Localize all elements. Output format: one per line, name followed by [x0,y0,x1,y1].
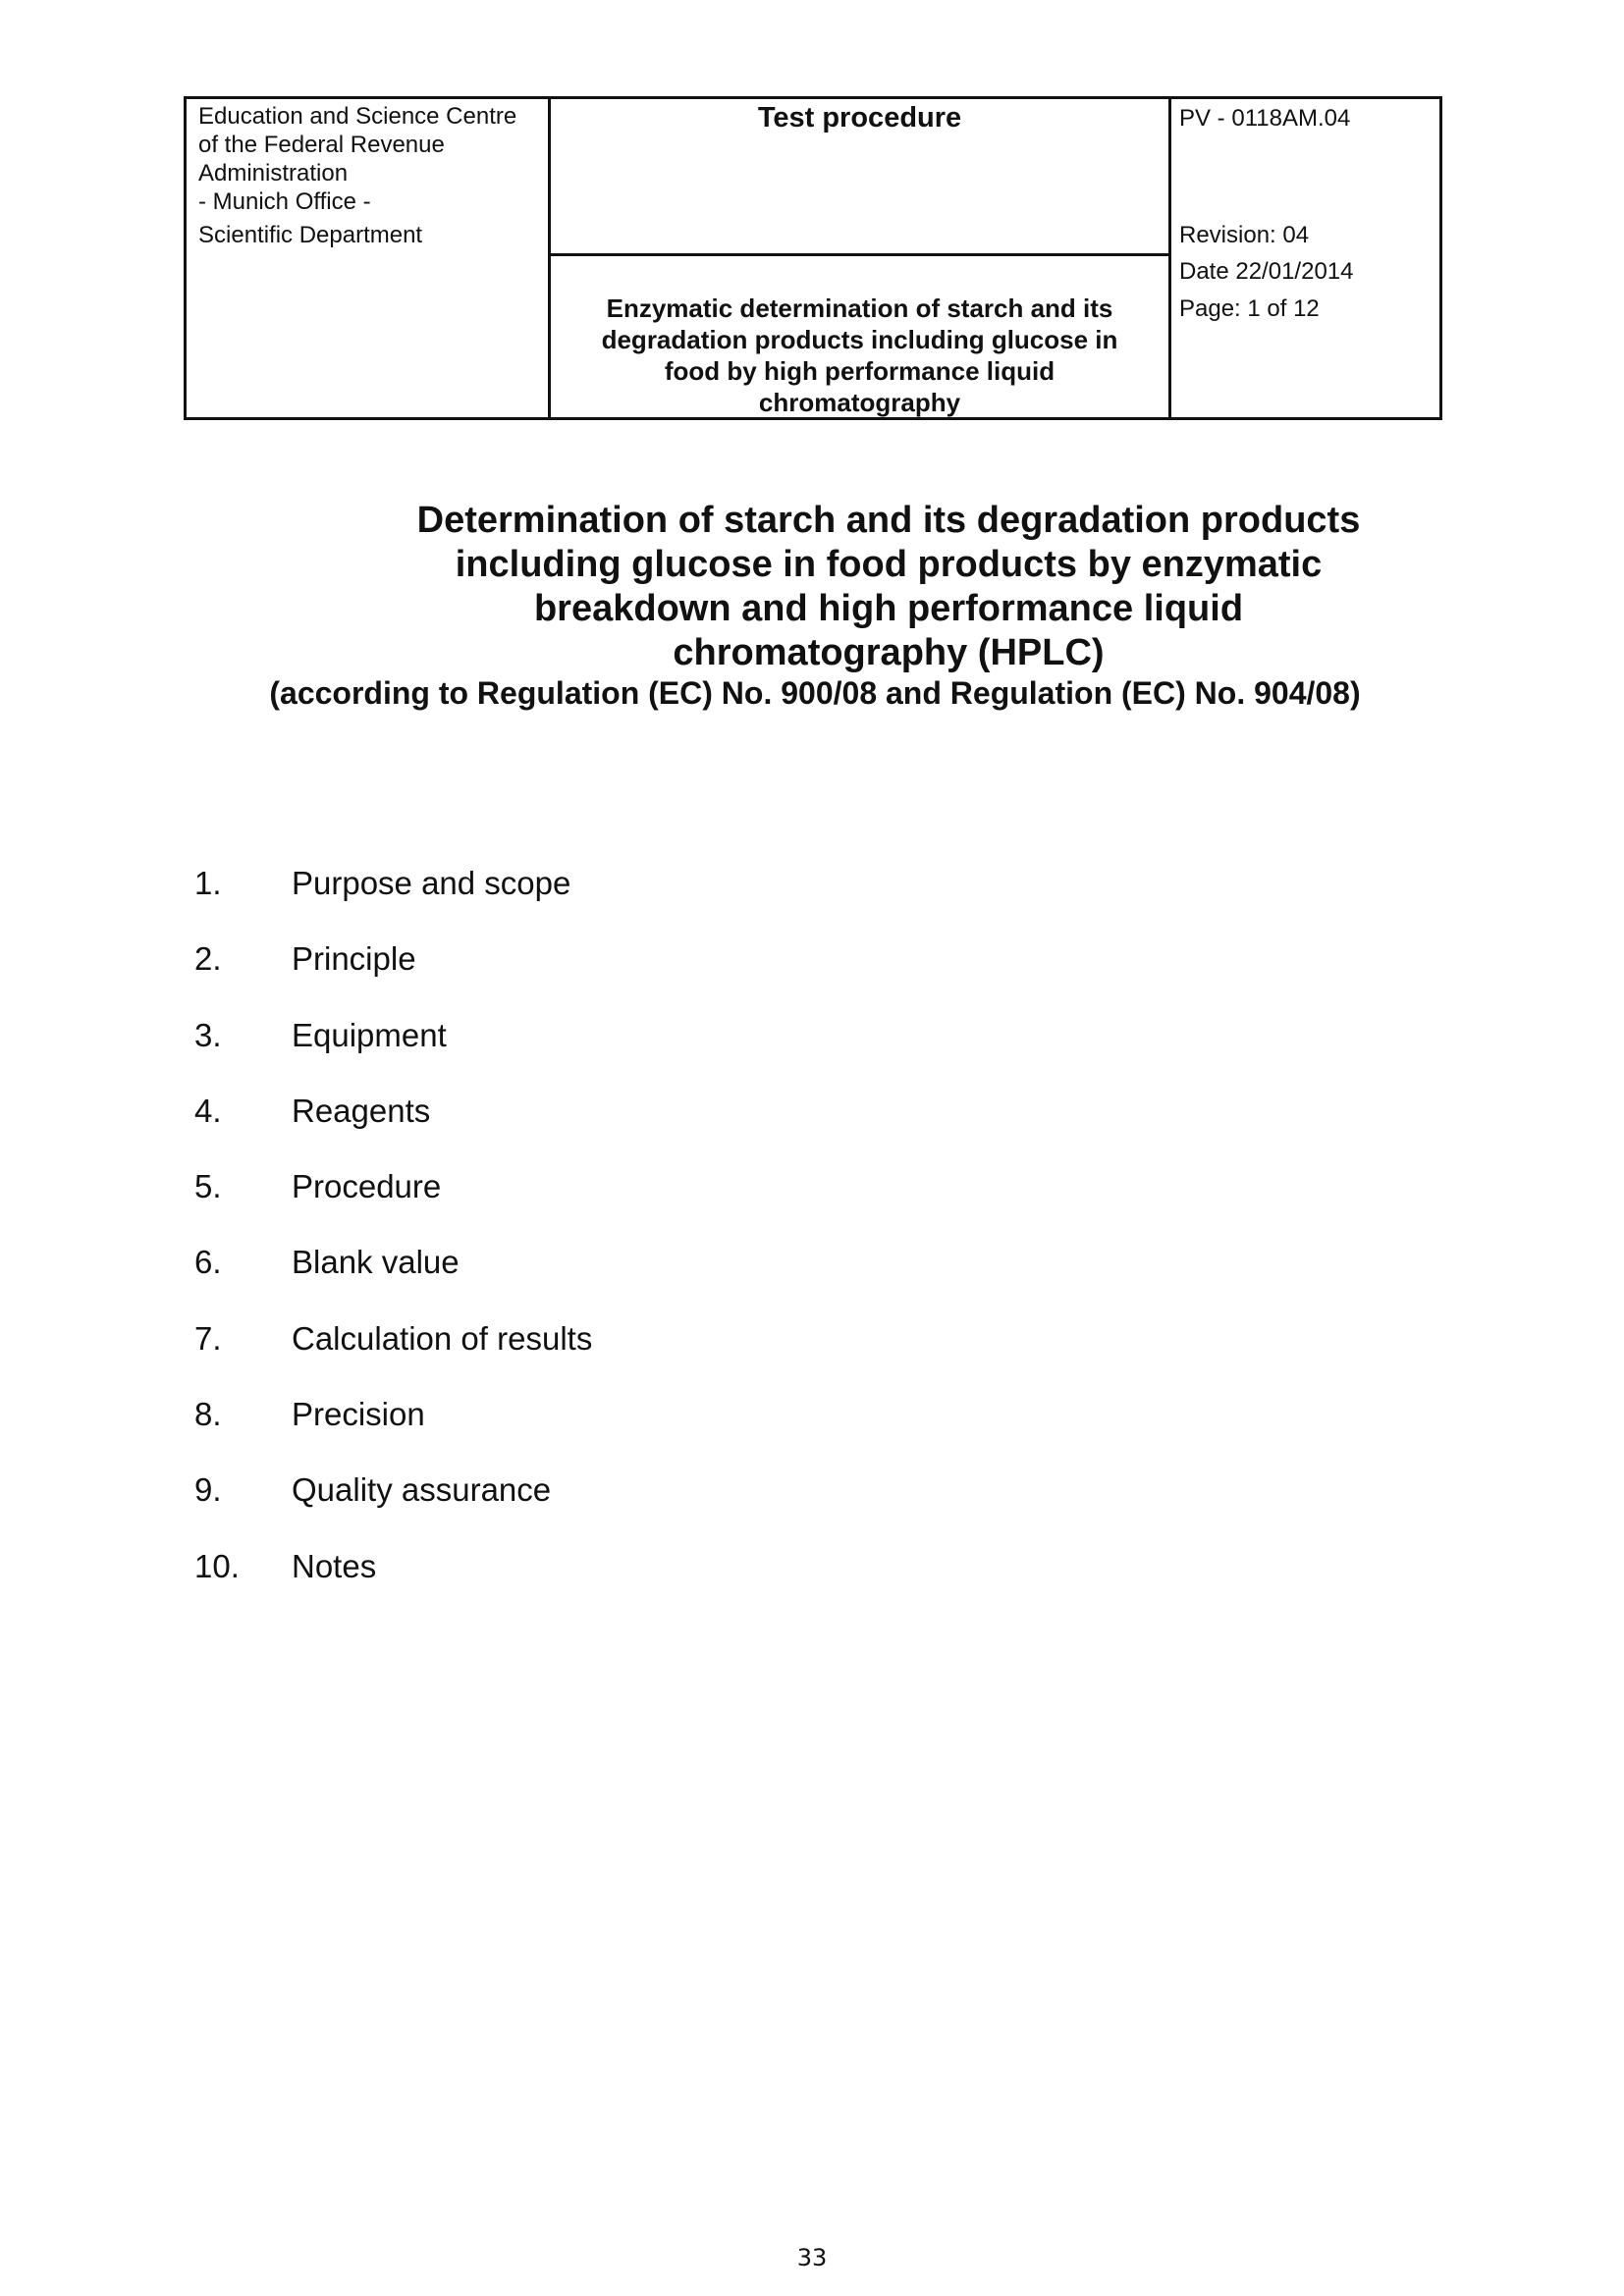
header-meta-cell [1171,99,1439,417]
header-title-cell [548,99,1171,417]
doc-type-label: Test procedure [757,102,962,133]
toc-item [194,1393,980,1468]
page-info: Page: 1 of 12 [1179,295,1320,322]
toc-item-label: Blank value [292,1244,460,1281]
header-organization-cell [187,99,548,417]
toc-item-number: 4. [194,1092,222,1129]
toc-item [194,1317,980,1393]
toc-item-number: 9. [194,1471,222,1509]
toc-item-label: Procedure [292,1168,442,1205]
toc-item [194,1545,980,1621]
toc-item-label: Calculation of results [292,1319,593,1357]
toc-item-number: 10. [194,1547,240,1584]
toc-item-label: Purpose and scope [292,865,571,901]
toc-item-label: Precision [292,1396,425,1433]
document-date: Date 22/01/2014 [1179,258,1354,285]
title-line: breakdown and high performance liquid [533,588,1244,629]
toc-item [194,1241,980,1316]
toc-item-number: 3. [194,1016,222,1053]
title-line: chromatography (HPLC) [673,632,1105,673]
document-id: PV - 0118AM.04 [1179,105,1351,132]
toc-item-number: 5. [194,1168,222,1205]
toc-item [194,937,980,1013]
document-header-table [184,96,1442,420]
page-number: 33 [796,2244,828,2271]
toc-item-label: Quality assurance [292,1471,552,1509]
toc-item [194,1468,980,1544]
organization-line: of the Federal Revenue [198,132,445,158]
title-line: Determination of starch and its degradation products [416,500,1361,541]
toc-item-label: Equipment [292,1016,447,1053]
toc-item [194,862,980,937]
toc-item-number: 8. [194,1396,222,1433]
organization-line: Education and Science Centre [198,103,517,130]
page-title [304,499,1473,675]
toc-item-number: 7. [194,1319,222,1357]
table-of-contents [194,862,980,1621]
regulation-subtitle: (according to Regulation (EC) No. 900/08 and Regulation (EC) No. 904/08) [269,675,1361,711]
header-doc-type-cell [551,99,1168,256]
organization-name [198,102,542,216]
organization-line: - Munich Office - [198,188,371,215]
toc-item-label: Reagents [292,1092,431,1129]
header-doc-title: Enzymatic determination of starch and its degradation products including glucose in food by high performance liquid chromatography [601,294,1118,417]
toc-item [194,1090,980,1165]
toc-item-label: Notes [292,1547,377,1584]
revision-number: Revision: 04 [1179,222,1310,248]
toc-item-number: 1. [194,865,222,901]
department-name: Scientific Department [198,222,423,248]
title-line: including glucose in food products by enzymatic [455,544,1323,585]
toc-item-number: 2. [194,940,222,978]
toc-item [194,1014,980,1090]
toc-item [194,1165,980,1241]
organization-line: Administration [198,160,349,187]
toc-item-number: 6. [194,1244,222,1281]
toc-item-label: Principle [292,940,416,978]
